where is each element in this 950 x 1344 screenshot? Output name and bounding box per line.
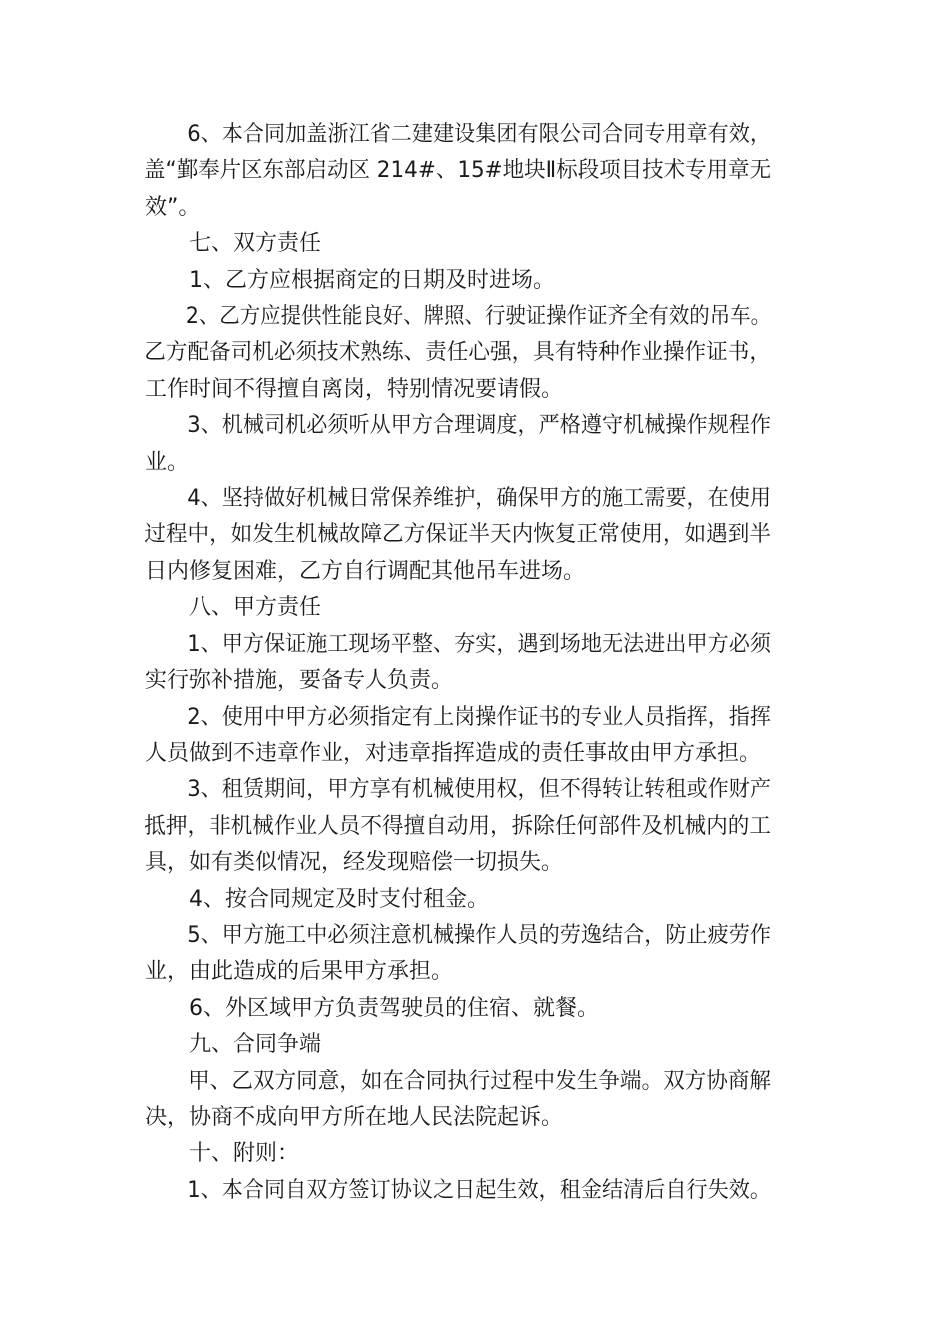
document-body bbox=[145, 117, 815, 1209]
text-line: 1、甲方保证施工现场平整、夯实，遇到场地无法进出甲方必须 bbox=[187, 631, 771, 657]
text-line: 1、乙方应根据商定的日期及时进场。 bbox=[189, 267, 555, 293]
text-line: 4、坚持做好机械日常保养维护，确保甲方的施工需要，在使用 bbox=[187, 486, 771, 512]
paragraph bbox=[145, 1173, 815, 1209]
paragraph bbox=[145, 1027, 815, 1063]
text-line: 过程中，如发生机械故障乙方保证半天内恢复正常使用，如遇到半 bbox=[144, 522, 772, 548]
text-line: 盖“鄞奉片区东部启动区 214#、15#地块Ⅱ标段项目技术专用章无 bbox=[143, 158, 772, 184]
text-line: 6、外区域甲方负责驾驶员的住宿、就餐。 bbox=[189, 995, 599, 1021]
paragraph bbox=[145, 590, 815, 626]
text-line: 乙方配备司机必须技术熟练、责任心强，具有特种作业操作证书， bbox=[144, 340, 772, 366]
paragraph bbox=[145, 991, 815, 1027]
text-line: 6、本合同加盖浙江省二建建设集团有限公司合同专用章有效， bbox=[187, 122, 771, 147]
paragraph bbox=[145, 263, 815, 299]
paragraph bbox=[145, 1064, 815, 1137]
text-line: 3、租赁期间，甲方享有机械使用权，但不得转让转租或作财产 bbox=[187, 777, 771, 803]
paragraph bbox=[145, 882, 815, 918]
text-line: 工作时间不得擅自离岗，特别情况要请假。 bbox=[145, 376, 564, 402]
text-line: 日内修复困难，乙方自行调配其他吊车进场。 bbox=[145, 558, 586, 584]
text-line: 1、本合同自双方签订协议之日起生效，租金结清后自行失效。 bbox=[187, 1177, 771, 1203]
text-line: 甲、乙双方同意，如在合同执行过程中发生争端。双方协商解 bbox=[188, 1068, 772, 1094]
text-line: 2、使用中甲方必须指定有上岗操作证书的专业人员指挥，指挥 bbox=[187, 704, 771, 730]
paragraph bbox=[145, 299, 815, 408]
text-line: 3、机械司机必须听从甲方合理调度，严格遵守机械操作规程作 bbox=[187, 413, 771, 439]
paragraph bbox=[145, 408, 815, 481]
text-line: 十、附则： bbox=[189, 1141, 300, 1167]
text-line: 抵押，非机械作业人员不得擅自动用，拆除任何部件及机械内的工 bbox=[144, 813, 772, 839]
paragraph bbox=[145, 772, 815, 881]
paragraph bbox=[145, 918, 815, 991]
paragraph bbox=[145, 700, 815, 773]
text-line: 2、乙方应提供性能良好、牌照、行驶证操作证齐全有效的吊车。 bbox=[185, 304, 772, 330]
text-line: 人员做到不违章作业，对违章指挥造成的责任事故由甲方承担。 bbox=[145, 740, 762, 766]
paragraph bbox=[145, 481, 815, 590]
text-line: 实行弥补措施，要备专人负责。 bbox=[145, 668, 454, 694]
text-line: 九、合同争端 bbox=[189, 1032, 322, 1058]
text-line: 4、按合同规定及时支付租金。 bbox=[189, 886, 489, 912]
paragraph bbox=[145, 1136, 815, 1172]
paragraph bbox=[145, 117, 815, 226]
text-line: 七、双方责任 bbox=[189, 231, 322, 257]
text-line: 具，如有类似情况，经发现赔偿一切损失。 bbox=[145, 850, 564, 876]
text-line: 5、甲方施工中必须注意机械操作人员的劳逸结合，防止疲劳作 bbox=[187, 922, 771, 948]
paragraph bbox=[145, 226, 815, 262]
text-line: 业，由此造成的后果甲方承担。 bbox=[145, 959, 454, 985]
text-line: 业。 bbox=[145, 449, 190, 475]
paragraph bbox=[145, 627, 815, 700]
text-line: 效”。 bbox=[145, 194, 201, 220]
text-line: 决，协商不成向甲方所在地人民法院起诉。 bbox=[145, 1104, 564, 1130]
text-line: 八、甲方责任 bbox=[189, 595, 322, 621]
